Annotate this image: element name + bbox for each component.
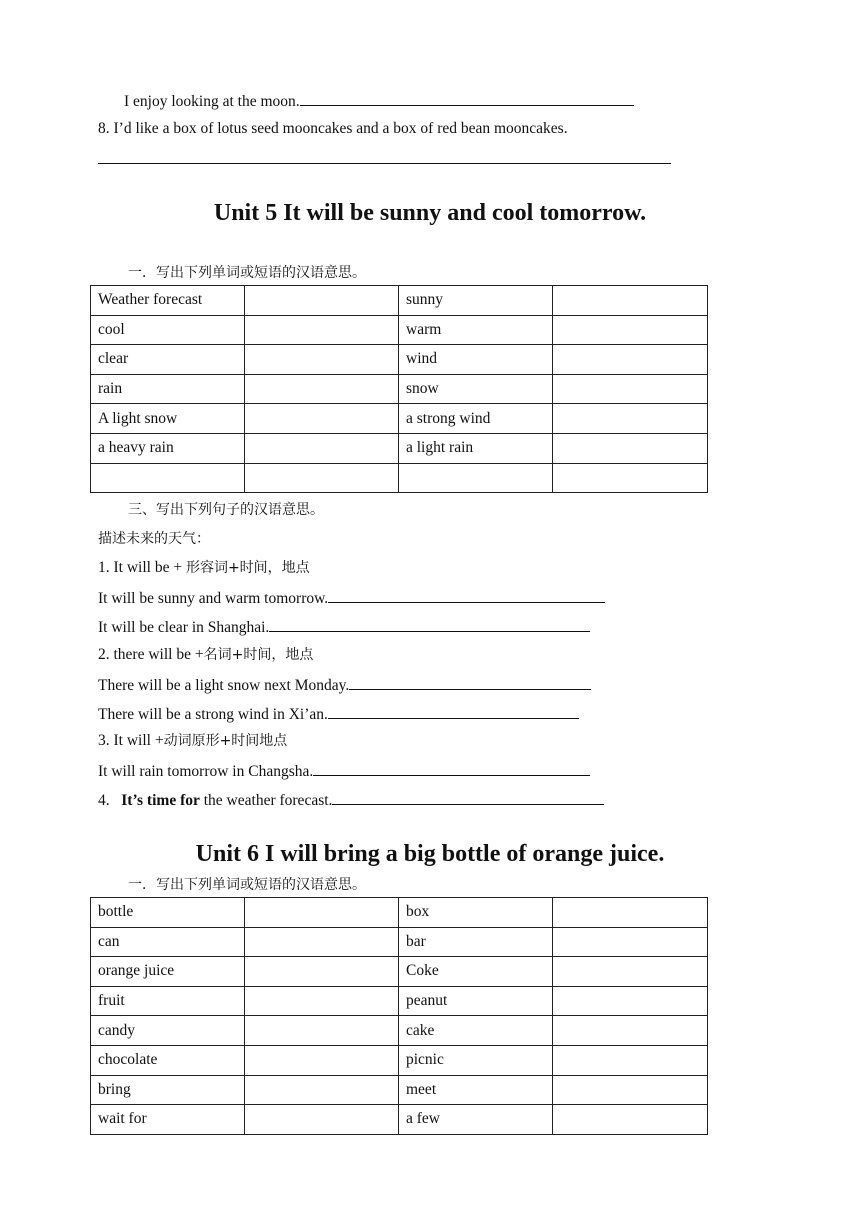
answer-cell[interactable] <box>245 1045 399 1075</box>
sentence-2 <box>98 616 590 638</box>
answer-cell[interactable] <box>553 374 708 404</box>
exercise-line-q8 <box>98 119 568 139</box>
vocab-term: A light snow <box>91 404 245 434</box>
table-row <box>91 1075 708 1105</box>
answer-cell[interactable] <box>245 898 399 928</box>
unit5-section3-heading: 三、写出下列句子的汉语意思。 <box>128 502 324 518</box>
answer-cell[interactable] <box>245 315 399 345</box>
unit5-vocab-table <box>90 285 708 493</box>
answer-blank[interactable] <box>328 703 579 719</box>
answer-cell[interactable] <box>553 433 708 463</box>
answer-cell[interactable] <box>245 463 399 493</box>
vocab-term: clear <box>91 345 245 375</box>
answer-cell[interactable] <box>553 1105 708 1135</box>
exercise-line-moon <box>124 90 634 112</box>
table-row <box>91 345 708 375</box>
sentence-text: There will be a strong wind in Xi’an. <box>98 706 328 723</box>
pattern-text: 3. It will + <box>98 732 164 749</box>
table-row <box>91 433 708 463</box>
answer-cell[interactable] <box>553 345 708 375</box>
vocab-term: sunny <box>399 286 553 316</box>
vocab-term: cake <box>399 1016 553 1046</box>
sentence-3 <box>98 674 591 696</box>
vocab-term: bottle <box>91 898 245 928</box>
unit6-title: Unit 6 I will bring a big bottle of orange juice. <box>195 841 665 867</box>
vocab-term <box>91 463 245 493</box>
pattern-1 <box>98 558 310 578</box>
vocab-term: box <box>399 898 553 928</box>
table-row <box>91 404 708 434</box>
vocab-term: rain <box>91 374 245 404</box>
answer-cell[interactable] <box>553 315 708 345</box>
answer-cell[interactable] <box>553 1016 708 1046</box>
vocab-term: chocolate <box>91 1045 245 1075</box>
pattern-2 <box>98 645 313 665</box>
pattern-text: the weather forecast. <box>199 792 333 809</box>
answer-cell[interactable] <box>553 404 708 434</box>
answer-cell[interactable] <box>245 404 399 434</box>
answer-cell[interactable] <box>245 286 399 316</box>
vocab-term: peanut <box>399 986 553 1016</box>
answer-blank[interactable] <box>269 616 590 632</box>
answer-blank[interactable] <box>328 587 605 603</box>
answer-cell[interactable] <box>553 1075 708 1105</box>
unit6-section1-heading: 一．写出下列单词或短语的汉语意思。 <box>128 877 366 893</box>
answer-cell[interactable] <box>245 927 399 957</box>
pattern-bold: It’s time for <box>121 792 200 809</box>
answer-cell[interactable] <box>553 463 708 493</box>
vocab-term: Weather forecast <box>91 286 245 316</box>
vocab-term: warm <box>399 315 553 345</box>
pattern-text: 2. there will be + <box>98 646 204 663</box>
answer-cell[interactable] <box>553 286 708 316</box>
table-row <box>91 1016 708 1046</box>
unit6-vocab-table <box>90 897 708 1135</box>
answer-blank[interactable] <box>349 674 591 690</box>
sentence-4 <box>98 703 579 725</box>
answer-cell[interactable] <box>553 986 708 1016</box>
answer-blank[interactable] <box>313 760 590 776</box>
vocab-term: a heavy rain <box>91 433 245 463</box>
answer-cell[interactable] <box>553 1045 708 1075</box>
vocab-term: candy <box>91 1016 245 1046</box>
table-row <box>91 374 708 404</box>
table-row <box>91 1045 708 1075</box>
answer-cell[interactable] <box>245 374 399 404</box>
table-row <box>91 898 708 928</box>
sentence-1 <box>98 587 605 609</box>
vocab-term: wait for <box>91 1105 245 1135</box>
unit5-section1-heading: 一．写出下列单词或短语的汉语意思。 <box>128 265 366 281</box>
vocab-term: meet <box>399 1075 553 1105</box>
sentence-text: I enjoy looking at the moon. <box>124 93 300 110</box>
sentence-5 <box>98 760 590 782</box>
vocab-term: can <box>91 927 245 957</box>
pattern-note: 形容词+时间，地点 <box>185 560 310 576</box>
sentence-text: There will be a light snow next Monday. <box>98 677 350 694</box>
describe-label: 描述未来的天气： <box>98 531 210 547</box>
answer-cell[interactable] <box>245 1075 399 1105</box>
sentence-text: It will be sunny and warm tomorrow. <box>98 590 329 607</box>
vocab-term: a strong wind <box>399 404 553 434</box>
vocab-term: a light rain <box>399 433 553 463</box>
vocab-term: cool <box>91 315 245 345</box>
vocab-term: a few <box>399 1105 553 1135</box>
pattern-text: 1. It will be + <box>98 559 186 576</box>
answer-blank-q8[interactable] <box>98 163 671 164</box>
vocab-term <box>399 463 553 493</box>
answer-cell[interactable] <box>245 433 399 463</box>
vocab-term: picnic <box>399 1045 553 1075</box>
answer-cell[interactable] <box>245 957 399 987</box>
vocab-term: wind <box>399 345 553 375</box>
table-row <box>91 315 708 345</box>
vocab-term: orange juice <box>91 957 245 987</box>
unit5-title: Unit 5 It will be sunny and cool tomorrow. <box>213 200 647 226</box>
table-row <box>91 986 708 1016</box>
answer-cell[interactable] <box>553 957 708 987</box>
answer-cell[interactable] <box>553 898 708 928</box>
vocab-term: bar <box>399 927 553 957</box>
pattern-note: 动词原形+时间地点 <box>163 733 288 749</box>
pattern-number: 4. <box>98 792 122 809</box>
table-row <box>91 286 708 316</box>
pattern-4 <box>98 789 604 811</box>
answer-cell[interactable] <box>245 1105 399 1135</box>
table-row <box>91 957 708 987</box>
answer-blank[interactable] <box>332 789 604 805</box>
table-row <box>91 463 708 493</box>
pattern-3 <box>98 731 287 751</box>
table-row <box>91 1105 708 1135</box>
sentence-text: It will rain tomorrow in Changsha. <box>98 763 314 780</box>
answer-blank[interactable] <box>300 90 634 106</box>
vocab-term: fruit <box>91 986 245 1016</box>
vocab-term: snow <box>399 374 553 404</box>
vocab-term: Coke <box>399 957 553 987</box>
pattern-note: 名词+时间，地点 <box>203 647 314 663</box>
vocab-term: bring <box>91 1075 245 1105</box>
answer-cell[interactable] <box>245 345 399 375</box>
answer-cell[interactable] <box>245 986 399 1016</box>
sentence-text: It will be clear in Shanghai. <box>98 619 270 636</box>
answer-cell[interactable] <box>553 927 708 957</box>
table-row <box>91 927 708 957</box>
answer-cell[interactable] <box>245 1016 399 1046</box>
sentence-text: 8. I’d like a box of lotus seed mooncakes and a box of red bean mooncakes. <box>98 120 568 137</box>
